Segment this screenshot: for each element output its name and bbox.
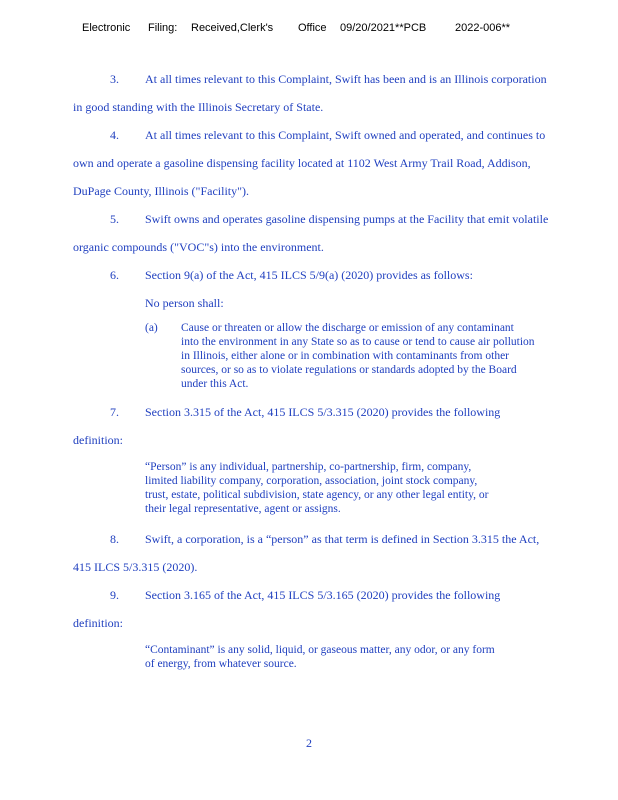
quote-line: Cause or threaten or allow the discharge or emission of any contaminant xyxy=(181,322,514,334)
paragraph-line: in good standing with the Illinois Secretary of State. xyxy=(73,100,324,114)
header-filing: Filing: xyxy=(148,22,178,34)
paragraph-number: 8. xyxy=(110,532,119,546)
paragraph-line: 415 ILCS 5/3.315 (2020). xyxy=(73,560,198,574)
paragraph-line: Section 3.315 of the Act, 415 ILCS 5/3.315 (2020) provides the following xyxy=(145,405,501,419)
quote-line: their legal representative, agent or assigns. xyxy=(145,503,341,515)
paragraph-line: Section 3.165 of the Act, 415 ILCS 5/3.165 (2020) provides the following xyxy=(145,588,501,602)
paragraph-line: DuPage County, Illinois ("Facility"). xyxy=(73,184,250,198)
paragraph-number: 6. xyxy=(110,268,119,282)
header-date: 09/20/2021**PCB xyxy=(340,22,427,34)
quote-line: “Contaminant” is any solid, liquid, or gaseous matter, any odor, or any form xyxy=(145,644,495,656)
paragraph-line: own and operate a gasoline dispensing facility located at 1102 West Army Trail Road, Addison, xyxy=(73,156,531,170)
quote-line: trust, estate, political subdivision, state agency, or any other legal entity, or xyxy=(145,489,489,501)
header-electronic: Electronic xyxy=(82,22,131,34)
quote-item-label: (a) xyxy=(145,322,158,334)
paragraph-number: 5. xyxy=(110,212,119,226)
quote-line: sources, or so as to violate regulations or standards adopted by the Board xyxy=(181,364,517,376)
paragraph-number: 4. xyxy=(110,128,119,142)
header-office: Office xyxy=(298,22,327,34)
paragraph-line: definition: xyxy=(73,616,123,630)
page-number: 2 xyxy=(306,736,312,750)
quote-line: in Illinois, either alone or in combination with contaminants from other xyxy=(181,350,509,362)
paragraph-subtext: No person shall: xyxy=(145,296,224,310)
paragraph-line: Swift owns and operates gasoline dispensing pumps at the Facility that emit volatile xyxy=(145,212,549,226)
quote-line: “Person” is any individual, partnership, co-partnership, firm, company, xyxy=(145,461,472,473)
quote-line: under this Act. xyxy=(181,378,249,390)
paragraph-line: At all times relevant to this Complaint, Swift has been and is an Illinois corporation xyxy=(145,72,547,86)
header-docket: 2022-006** xyxy=(455,22,511,34)
paragraph-line: organic compounds ("VOC"s) into the environment. xyxy=(73,240,324,254)
quote-line: limited liability company, corporation, association, joint stock company, xyxy=(145,475,478,487)
header-received: Received,Clerk's xyxy=(191,22,274,34)
paragraph-number: 9. xyxy=(110,588,119,602)
paragraph-line: Swift, a corporation, is a “person” as that term is defined in Section 3.315 the Act, xyxy=(145,532,540,546)
paragraph-number: 3. xyxy=(110,72,119,86)
paragraph-line: definition: xyxy=(73,433,123,447)
paragraph-line: Section 9(a) of the Act, 415 ILCS 5/9(a) (2020) provides as follows: xyxy=(145,268,473,282)
quote-line: of energy, from whatever source. xyxy=(145,658,297,670)
paragraph-number: 7. xyxy=(110,405,119,419)
paragraph-line: At all times relevant to this Complaint, Swift owned and operated, and continues to xyxy=(145,128,546,142)
filing-header xyxy=(0,22,618,36)
quote-line: into the environment in any State so as to cause or tend to cause air pollution xyxy=(181,336,535,348)
